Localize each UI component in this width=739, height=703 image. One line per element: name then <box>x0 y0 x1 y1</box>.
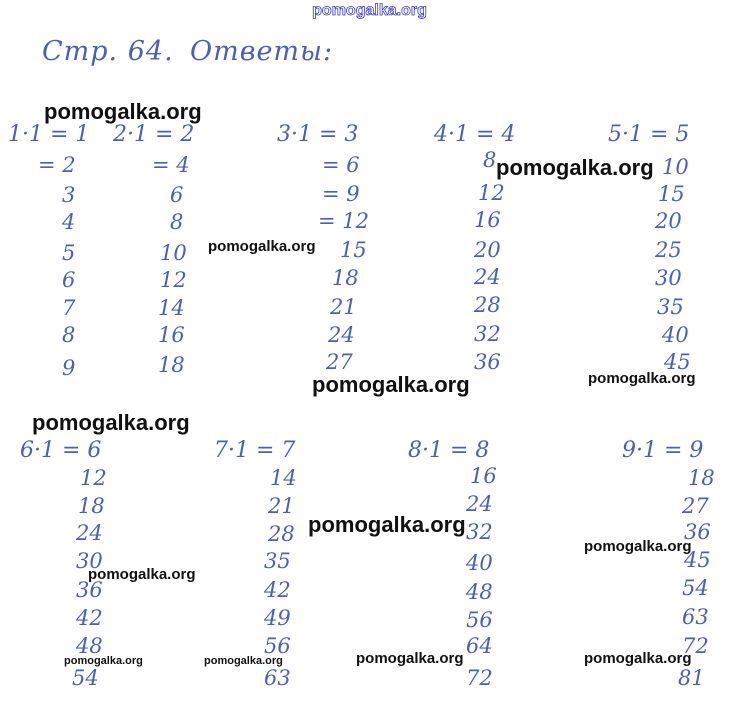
table-7-value: 63 <box>264 666 291 690</box>
table-7-value: 14 <box>270 466 297 490</box>
watermark: pomogalka.org <box>308 512 466 537</box>
table-1-value: 5 <box>62 241 76 265</box>
table-8-value: 72 <box>466 666 493 690</box>
table-1-equation: 1·1 = 1 <box>8 122 90 147</box>
watermark: pomogalka.org <box>588 370 696 387</box>
answers-title: Ответы: <box>190 36 334 67</box>
table-9-value: 72 <box>682 634 709 658</box>
table-5-value: 45 <box>664 350 691 374</box>
table-6-value: 42 <box>76 606 103 630</box>
table-5-value: 35 <box>657 295 684 319</box>
table-5-value: 40 <box>662 323 689 347</box>
table-3-value: 18 <box>332 266 359 290</box>
table-5-value: 25 <box>655 238 682 262</box>
table-4-value: 8 <box>483 148 497 172</box>
table-8-value: 48 <box>466 580 493 604</box>
table-2-value: 16 <box>158 323 185 347</box>
table-1-value: 8 <box>62 323 76 347</box>
watermark: pomogalka.org <box>584 538 692 555</box>
table-5-value: 15 <box>658 182 685 206</box>
table-8-value: 56 <box>466 608 493 632</box>
table-8-value: 32 <box>466 520 493 544</box>
table-6-value: 18 <box>78 494 105 518</box>
table-7-value: 35 <box>264 549 291 573</box>
table-5-value: 30 <box>655 266 682 290</box>
watermark: pomogalka.org <box>584 650 692 667</box>
table-2-value: 10 <box>160 241 187 265</box>
watermark: pomogalka.org <box>44 99 202 124</box>
table-6-value: 30 <box>76 549 103 573</box>
table-3-value: 27 <box>326 350 353 374</box>
table-3-value: = 12 <box>318 209 369 233</box>
table-7-value: 21 <box>268 494 295 518</box>
table-2-value: 14 <box>158 296 185 320</box>
table-2-value: = 4 <box>152 153 190 177</box>
watermark: pomogalka.org <box>208 238 316 255</box>
watermark: pomogalka.org <box>496 155 654 180</box>
table-3-value: 24 <box>328 323 355 347</box>
table-6-value: 54 <box>72 666 99 690</box>
table-3-value: = 9 <box>322 182 360 206</box>
table-6-value: 36 <box>76 578 103 602</box>
table-2-value: 8 <box>170 210 184 234</box>
table-9-value: 18 <box>688 466 715 490</box>
table-5-value: 10 <box>662 155 689 179</box>
table-8-value: 64 <box>466 634 493 658</box>
table-2-value: 18 <box>158 353 185 377</box>
table-9-value: 63 <box>682 605 709 629</box>
table-4-value: 32 <box>474 322 501 346</box>
table-6-value: 12 <box>80 466 107 490</box>
table-5-equation: 5·1 = 5 <box>608 122 690 147</box>
table-7-value: 49 <box>264 606 291 630</box>
watermark: pomogalka.org <box>64 655 143 667</box>
table-1-value: 3 <box>62 183 76 207</box>
watermark: pomogalka.org <box>356 650 464 667</box>
table-4-value: 28 <box>474 293 501 317</box>
table-7-value: 28 <box>268 522 295 546</box>
table-8-value: 16 <box>470 464 497 488</box>
table-7-value: 56 <box>264 634 291 658</box>
table-9-value: 45 <box>684 548 711 572</box>
table-9-value: 36 <box>684 520 711 544</box>
table-1-value: 4 <box>62 210 76 234</box>
table-8-equation: 8·1 = 8 <box>408 438 490 463</box>
table-3-value: 15 <box>340 238 367 262</box>
table-1-value: 9 <box>62 356 76 380</box>
table-9-equation: 9·1 = 9 <box>622 438 704 463</box>
table-6-equation: 6·1 = 6 <box>20 438 102 463</box>
table-6-value: 24 <box>76 521 103 545</box>
table-4-value: 36 <box>474 350 501 374</box>
table-4-value: 16 <box>474 208 501 232</box>
table-7-equation: 7·1 = 7 <box>214 438 296 463</box>
table-3-value: = 6 <box>322 153 360 177</box>
table-4-value: 20 <box>474 238 501 262</box>
table-1-value: 7 <box>62 296 76 320</box>
table-9-value: 81 <box>678 666 705 690</box>
table-3-value: 21 <box>330 295 357 319</box>
page-number: Стр. 64. <box>42 36 174 67</box>
table-6-value: 48 <box>76 634 103 658</box>
table-9-value: 27 <box>682 494 709 518</box>
watermark: pomogalka.org <box>204 655 283 667</box>
watermark: pomogalka.org <box>88 566 196 583</box>
table-8-value: 40 <box>466 551 493 575</box>
table-4-value: 24 <box>474 265 501 289</box>
table-2-equation: 2·1 = 2 <box>113 122 195 147</box>
top-watermark: pomogalka.org <box>312 2 427 19</box>
table-2-value: 6 <box>170 183 184 207</box>
table-2-value: 12 <box>160 268 187 292</box>
table-9-value: 54 <box>682 576 709 600</box>
table-1-value: = 2 <box>38 153 76 177</box>
table-4-equation: 4·1 = 4 <box>434 122 516 147</box>
table-7-value: 42 <box>264 578 291 602</box>
table-1-value: 6 <box>62 268 76 292</box>
table-4-value: 12 <box>478 181 505 205</box>
table-3-equation: 3·1 = 3 <box>277 122 359 147</box>
watermark: pomogalka.org <box>312 372 470 397</box>
table-8-value: 24 <box>466 492 493 516</box>
table-5-value: 20 <box>655 209 682 233</box>
watermark: pomogalka.org <box>32 410 190 435</box>
